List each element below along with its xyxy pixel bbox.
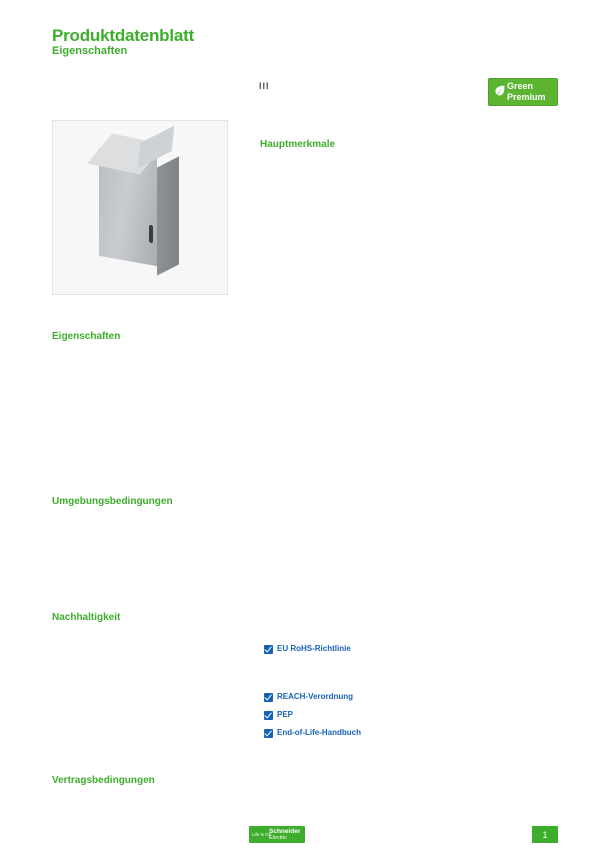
page-subtitle: Eigenschaften	[52, 45, 128, 57]
green-premium-line1: Green	[507, 81, 534, 91]
brand-tagline: Life Is On	[252, 832, 272, 837]
section-heading-vertragsbedingungen: Vertragsbedingungen	[52, 775, 155, 786]
page-title: Produktdatenblatt	[52, 26, 195, 45]
brand-logo	[249, 826, 305, 843]
section-heading-nachhaltigkeit: Nachhaltigkeit	[52, 612, 121, 623]
green-premium-line2: Premium	[507, 92, 546, 102]
section-marker: III	[259, 81, 270, 91]
checkbox-checked-icon	[264, 711, 273, 720]
section-heading-hauptmerkmale: Hauptmerkmale	[260, 139, 336, 150]
leaf-icon	[493, 84, 506, 97]
cabinet-handle	[149, 225, 153, 244]
list-item[interactable]	[264, 692, 353, 702]
section-heading-eigenschaften: Eigenschaften	[52, 331, 121, 342]
list-item[interactable]	[264, 710, 293, 720]
list-item-label: PEP	[277, 710, 294, 719]
list-item[interactable]	[264, 644, 351, 654]
checkbox-checked-icon	[264, 729, 273, 738]
green-premium-badge	[488, 78, 558, 106]
brand-name-sub: Electric	[269, 834, 288, 841]
list-item[interactable]	[264, 728, 361, 738]
checkbox-checked-icon	[264, 645, 273, 654]
section-heading-umgebungsbedingungen: Umgebungsbedingungen	[52, 496, 173, 507]
product-image	[52, 120, 228, 295]
page-number: 1	[532, 826, 558, 843]
checkbox-checked-icon	[264, 693, 273, 702]
brand-name	[269, 828, 300, 842]
list-item-label: REACH-Verordnung	[277, 692, 353, 701]
list-item-label: End-of-Life-Handbuch	[277, 728, 361, 737]
brand-name-main: Schneider	[269, 827, 301, 835]
list-item-label: EU RoHS-Richtlinie	[277, 644, 351, 653]
cabinet-side	[157, 156, 179, 275]
